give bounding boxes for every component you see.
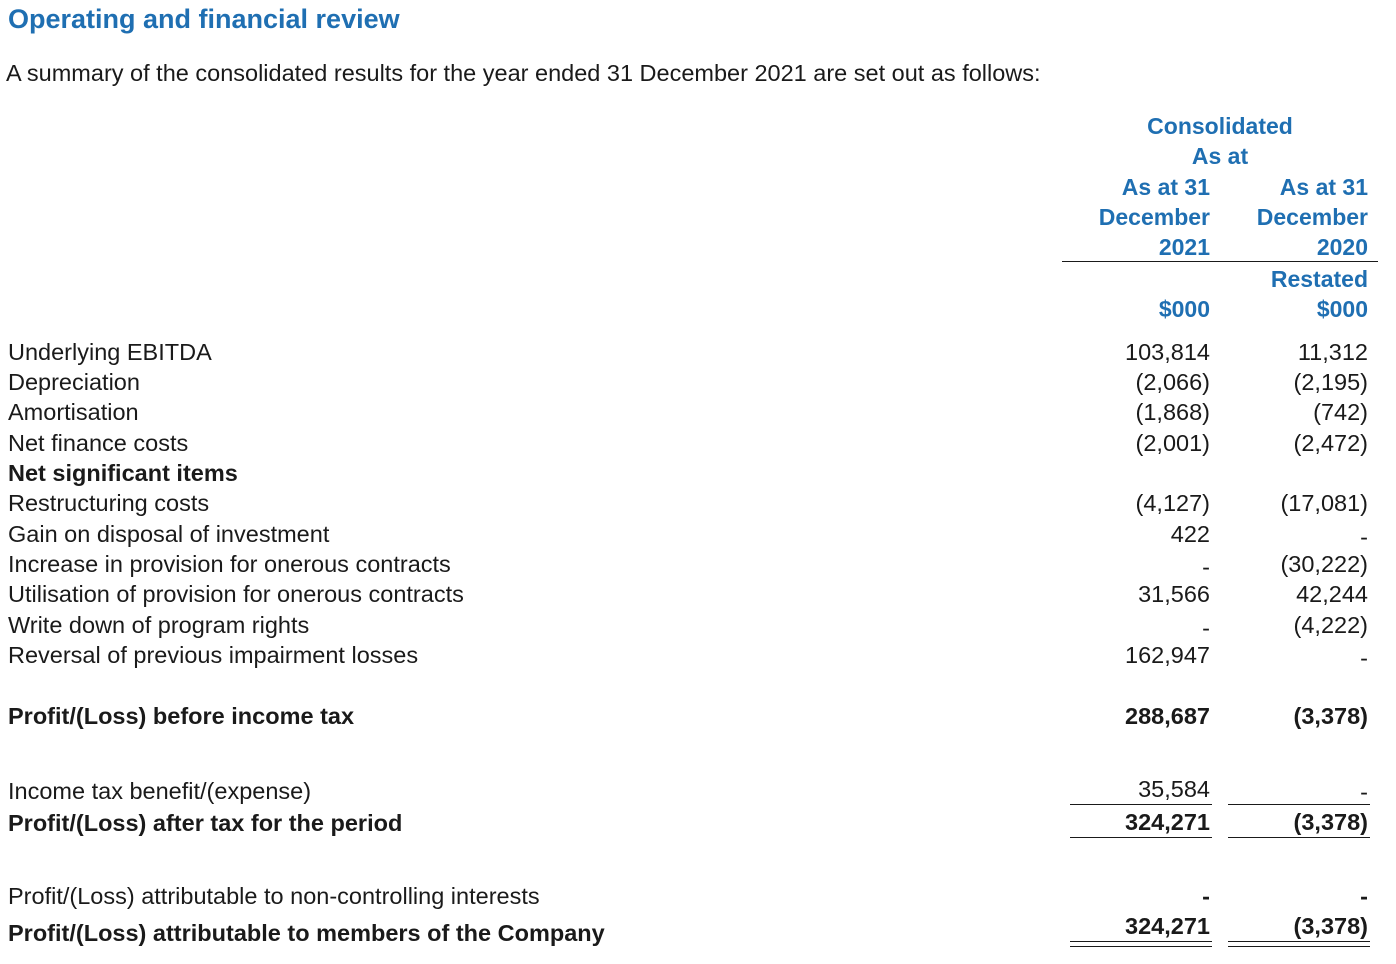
nci-2021: - (1202, 883, 1210, 909)
header-col-2020-restated: Restated (1270, 266, 1368, 292)
header-group-sub: As at (1191, 143, 1249, 169)
row-value-2020: (4,222) (1293, 612, 1368, 638)
page-title: Operating and financial review (8, 4, 400, 34)
subtotal-rule-2020 (1228, 804, 1370, 805)
row-value-2020: (17,081) (1280, 490, 1368, 516)
header-unit-2020: $000 (1316, 296, 1368, 322)
row-label: Amortisation (8, 399, 139, 425)
profit-before-tax-2020: (3,378) (1293, 703, 1368, 729)
final-rule-2021-top (1070, 941, 1212, 942)
profit-before-tax-2021: 288,687 (1125, 703, 1210, 729)
row-label: Depreciation (8, 369, 140, 395)
row-value-2021: (1,868) (1135, 399, 1210, 425)
profit-after-tax-2021: 324,271 (1125, 809, 1210, 835)
total-rule-2021 (1070, 837, 1212, 838)
row-value-2021: 103,814 (1125, 339, 1210, 365)
profit-after-tax-2020: (3,378) (1293, 809, 1368, 835)
final-rule-2021-bottom (1070, 946, 1212, 947)
header-col-2021-line1: As at 31 (1121, 174, 1210, 200)
header-unit-2021: $000 (1158, 296, 1210, 322)
income-tax-2021: 35,584 (1138, 776, 1210, 802)
row-value-2021: 162,947 (1125, 642, 1210, 668)
members-2021: 324,271 (1125, 913, 1210, 939)
row-label: Reversal of previous impairment losses (8, 642, 419, 668)
header-col-2020-line1: As at 31 (1279, 174, 1368, 200)
row-label: Gain on disposal of investment (8, 521, 330, 547)
row-value-2021: 31,566 (1138, 581, 1210, 607)
header-rule (1062, 261, 1378, 262)
row-label: Underlying EBITDA (8, 339, 212, 365)
nci-2020: - (1360, 883, 1368, 909)
members-2020: (3,378) (1293, 913, 1368, 939)
subtotal-rule-2021 (1070, 804, 1212, 805)
row-value-2021: - (1202, 615, 1210, 641)
header-col-2020-line2: December (1256, 204, 1368, 230)
section-heading-significant-items: Net significant items (8, 460, 238, 486)
members-label: Profit/(Loss) attributable to members of the Company (8, 920, 605, 946)
row-value-2020: (30,222) (1280, 551, 1368, 577)
header-group: Consolidated (1147, 113, 1293, 139)
row-value-2020: 42,244 (1296, 581, 1368, 607)
profit-before-tax-label: Profit/(Loss) before income tax (8, 703, 355, 729)
header-col-2021-line3: 2021 (1158, 234, 1210, 260)
row-value-2020: (2,472) (1293, 430, 1368, 456)
total-rule-2020 (1228, 837, 1370, 838)
header-col-2021-line2: December (1098, 204, 1210, 230)
row-value-2021: (2,001) (1135, 430, 1210, 456)
final-rule-2020-top (1228, 941, 1370, 942)
nci-label: Profit/(Loss) attributable to non-controlling interests (8, 883, 540, 909)
row-value-2020: (742) (1313, 399, 1368, 425)
header-col-2020-line3: 2020 (1316, 234, 1368, 260)
row-label: Write down of program rights (8, 612, 310, 638)
row-label: Utilisation of provision for onerous contracts (8, 581, 464, 607)
row-value-2020: - (1360, 645, 1368, 671)
intro-text: A summary of the consolidated results for the year ended 31 December 2021 are set out as follows: (6, 60, 1041, 86)
row-label: Net finance costs (8, 430, 189, 456)
income-tax-label: Income tax benefit/(expense) (8, 778, 312, 804)
row-value-2021: (4,127) (1135, 490, 1210, 516)
row-value-2020: 11,312 (1297, 339, 1368, 365)
final-rule-2020-bottom (1228, 946, 1370, 947)
row-label: Restructuring costs (8, 490, 210, 516)
row-label: Increase in provision for onerous contracts (8, 551, 451, 577)
income-tax-2020: - (1360, 779, 1368, 805)
row-value-2020: - (1360, 524, 1368, 550)
row-value-2021: - (1202, 554, 1210, 580)
row-value-2021: (2,066) (1135, 369, 1210, 395)
row-value-2020: (2,195) (1293, 369, 1368, 395)
profit-after-tax-label: Profit/(Loss) after tax for the period (8, 810, 403, 836)
row-value-2021: 422 (1170, 521, 1210, 547)
